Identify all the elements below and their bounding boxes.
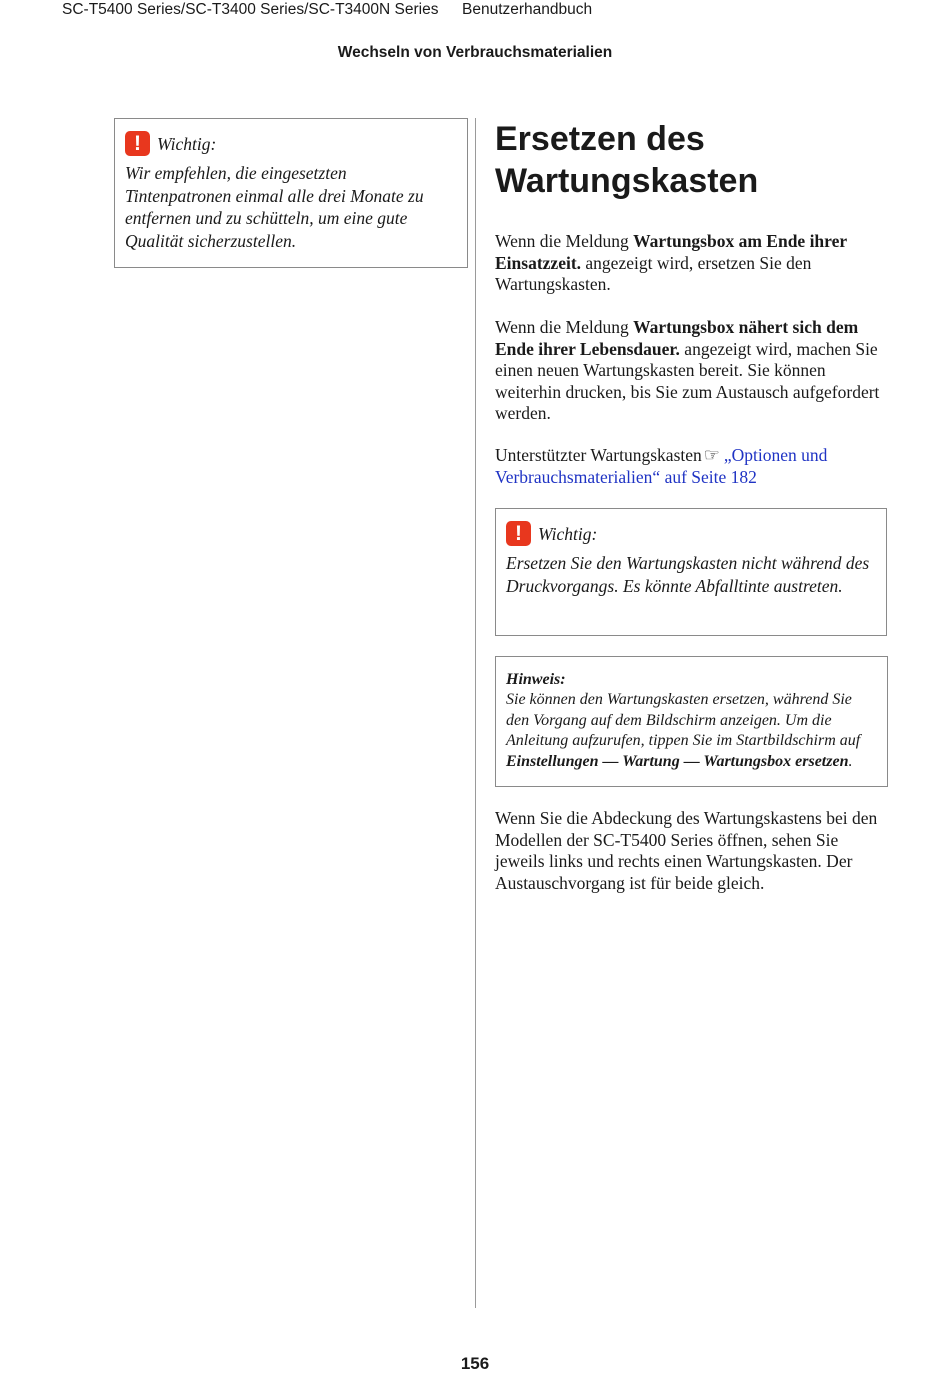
pointing-hand-icon: ☞ <box>703 445 720 465</box>
important-notice-text: Wir empfehlen, die eingesetzten Tintenpatronen einmal alle drei Monate zu entfernen und zu schütteln, um eine gute Qualität sicherzustellen. <box>125 163 424 251</box>
hint-body: Sie können den Wartungskasten ersetzen, während Sie den Vorgang auf dem Bildschirm anzeigen. Um die Anleitung aufzurufen, tippen Sie im Startbildschirm auf <box>506 691 861 750</box>
paragraph-text: Wenn die Meldung <box>495 317 634 337</box>
hint-text <box>506 690 875 772</box>
header-section-title: Wechseln von Verbrauchsmaterialien <box>337 44 613 61</box>
section-title: Ersetzen des Wartungskasten <box>495 120 759 200</box>
important-notice-title: Wichtig: <box>538 523 598 544</box>
message-text: Wartungsbox am Ende ihrer Einsatzzeit. <box>495 231 847 273</box>
important-notice-box <box>114 118 468 268</box>
hint-title: Hinweis: <box>506 671 566 688</box>
column-divider <box>475 118 476 1308</box>
paragraph-text: angezeigt wird, ersetzen Sie den Wartungskasten. <box>495 252 812 294</box>
page-number: 156 <box>460 1354 490 1373</box>
warning-exclamation-icon: ! <box>506 521 531 546</box>
paragraph-maintenance-near-end <box>495 317 890 425</box>
important-notice-title: Wichtig: <box>157 133 217 154</box>
options-page-link[interactable]: „Optionen und Verbrauchsmaterialien“ auf Seite 182 <box>495 445 828 487</box>
warning-exclamation-icon: ! <box>125 131 150 156</box>
hint-box <box>495 656 888 787</box>
important-notice-header <box>506 521 872 546</box>
paragraph-model-note: Wenn Sie die Abdeckung des Wartungskastens bei den Modellen der SC-T5400 Series öffnen, sehen Sie jeweils links und rechts einen Wartungskasten. Der Austauschvorgang ist für beide gleich. <box>495 808 878 893</box>
header-product-name: SC-T5400 Series/SC-T3400 Series/SC-T3400N Series <box>62 1 439 18</box>
header-document-title: Benutzerhandbuch <box>462 1 593 18</box>
paragraph-text: angezeigt wird, machen Sie einen neuen Wartungskasten bereit. Sie können weiterhin drucken, bis Sie zum Austausch aufgefordert werden. <box>495 338 880 423</box>
important-notice-text: Ersetzen Sie den Wartungskasten nicht während des Druckvorgangs. Es könnte Abfalltinte austreten. <box>506 553 870 596</box>
important-notice-box <box>495 508 887 636</box>
menu-path: Einstellungen — Wartung — Wartungsbox ersetzen <box>506 752 849 770</box>
paragraph-maintenance-end <box>495 231 890 296</box>
paragraph-text: Unterstützter Wartungskasten <box>495 445 702 465</box>
paragraph-supported-box <box>495 445 890 488</box>
important-notice-header <box>125 131 453 156</box>
message-text: Wartungsbox nähert sich dem Ende ihrer Lebensdauer. <box>495 317 859 359</box>
paragraph-text: Wenn die Meldung <box>495 231 634 251</box>
hint-end: . <box>848 752 853 770</box>
